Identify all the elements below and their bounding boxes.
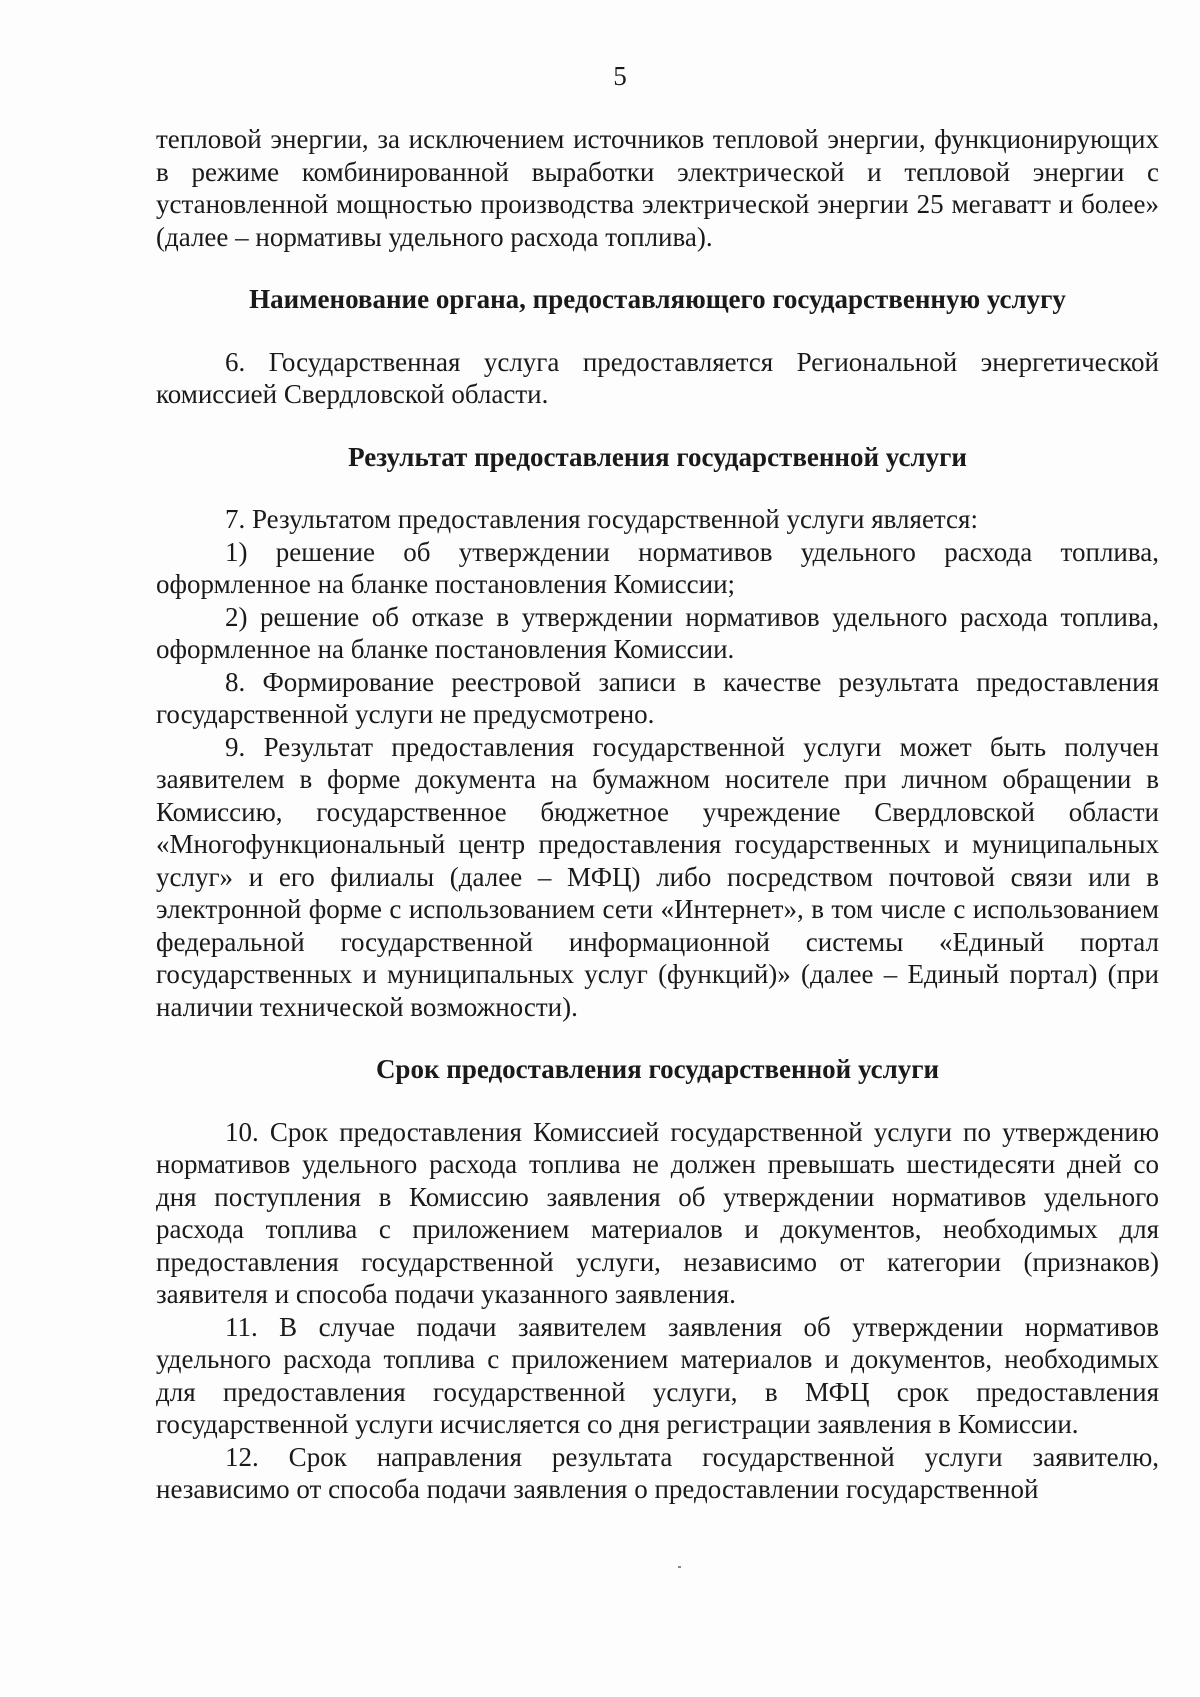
paragraph-12: 12. Срок направления результата государственной услуги заявителю, независимо от способа подачи заявления о предоставлении государственной <box>156 1441 1159 1504</box>
paragraph-7: 7. Результатом предоставления государственной услуги является: <box>225 504 978 534</box>
paragraph-10: 10. Срок предоставления Комиссией государственной услуги по утверждению нормативов удельного расхода топлива не должен превышать шестидесяти дней со дня поступления в Комиссию заявления об утверждении нормативов удельного расхода топлива с приложением материалов и документов, необходимых для предоставления государственной услуги, независимо от категории (признаков) заявителя и способа подачи указанного заявления. <box>156 1116 1159 1309</box>
paragraph-continuation: тепловой энергии, за исключением источников тепловой энергии, функционирующих в режиме комбинированной выработки электрической и тепловой энергии с установленной мощностью производства электрической энергии 25 мегаватт и более» (далее – нормативы удельного расхода топлива). <box>156 124 1159 252</box>
section-heading-authority: Наименование органа, предоставляющего государственную услугу <box>249 284 1066 314</box>
scan-speck <box>678 1566 681 1568</box>
document-body <box>156 123 1159 1506</box>
paragraph-11: 11. В случае подачи заявителем заявления об утверждении нормативов удельного расхода топлива с приложением материалов и документов, необходимых для предоставления государственной услуги, в МФЦ срок предоставления государственной услуги исчисляется со дня регистрации заявления в Комиссии. <box>156 1311 1159 1439</box>
paragraph-9: 9. Результат предоставления государственной услуги может быть получен заявителем в форме документа на бумажном носителе при личном обращении в Комиссию, государственное бюджетное учреждение Свердловской области «Многофункциональный центр предоставления государственных и муниципальных услуг» и его филиалы (далее – МФЦ) либо посредством почтовой связи или в электронной форме с использованием сети «Интернет», в том числе с использованием федеральной государственной информационной системы «Единый портал государственных и муниципальных услуг (функций)» (далее – Единый портал) (при наличии технической возможности). <box>156 731 1159 1022</box>
paragraph-7-item-1: 1) решение об утверждении нормативов удельного расхода топлива, оформленное на бланке постановления Комиссии; <box>156 536 1159 599</box>
paragraph-8: 8. Формирование реестровой записи в качестве результата предоставления государственной услуги не предусмотрено. <box>156 666 1159 729</box>
page-number: 5 <box>613 61 627 91</box>
section-heading-term: Срок предоставления государственной услуги <box>375 1054 940 1084</box>
paragraph-7-item-2: 2) решение об отказе в утверждении нормативов удельного расхода топлива, оформленное на бланке постановления Комиссии. <box>156 601 1159 664</box>
section-heading-result: Результат предоставления государственной услуги <box>348 441 967 472</box>
paragraph-6: 6. Государственная услуга предоставляется Региональной энергетической комиссией Свердловской области. <box>156 346 1159 409</box>
